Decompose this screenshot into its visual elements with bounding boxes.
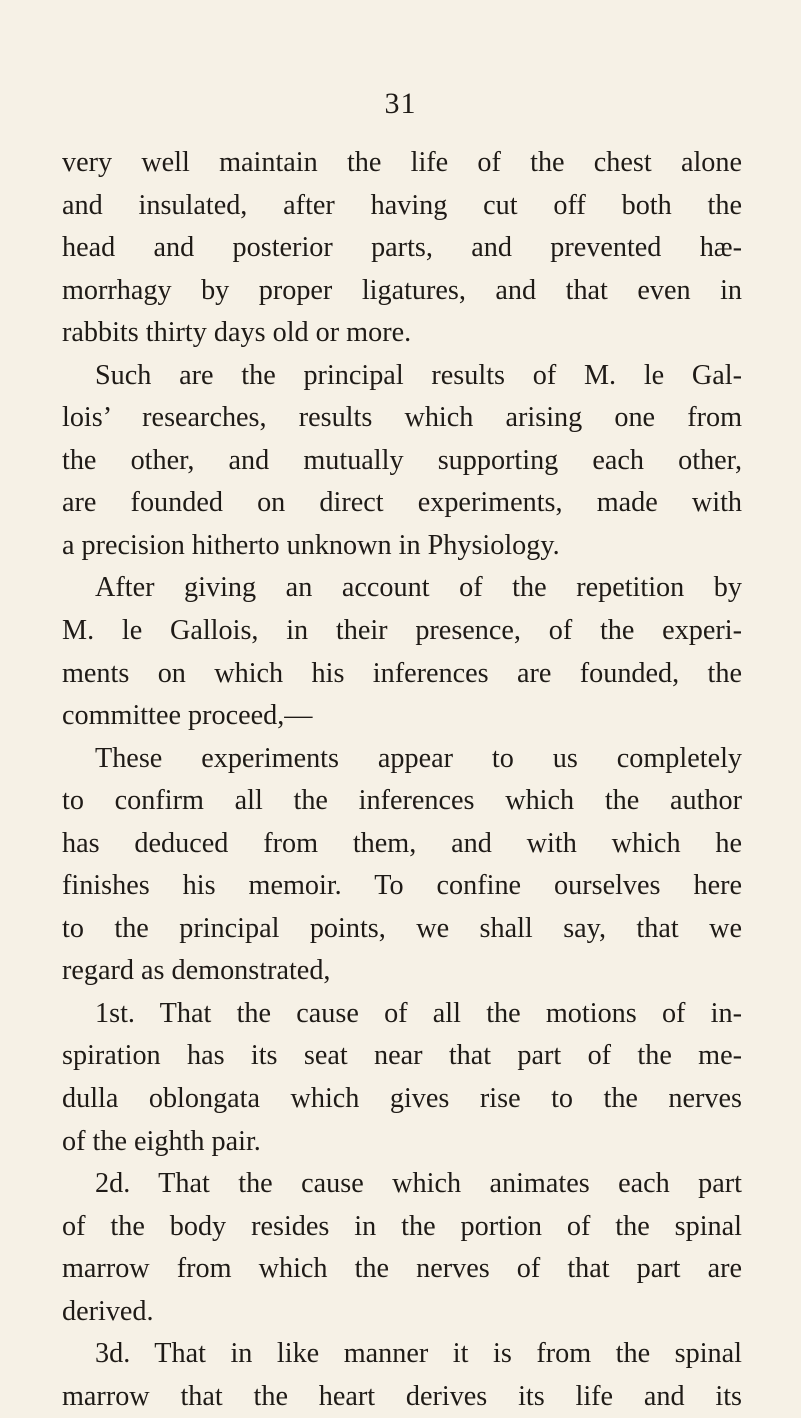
text-line: finishes his memoir. To confine ourselves here <box>62 870 742 902</box>
text-line: ments on which his inferences are founded, the <box>62 657 742 689</box>
text-line: regard as demonstrated, <box>62 955 331 987</box>
text-line: marrow from which the nerves of that part are <box>62 1253 742 1285</box>
text-line: lois’ researches, results which arising one from <box>62 402 742 434</box>
text-line: derived. <box>62 1295 154 1327</box>
text-line: are founded on direct experiments, made with <box>62 487 742 519</box>
text-line: dulla oblongata which gives rise to the nerves <box>62 1083 742 1115</box>
text-line: marrow that the heart derives its life and its <box>62 1380 742 1412</box>
text-line: After giving an account of the repetition by <box>95 572 742 604</box>
text-line: 1st. That the cause of all the motions of in- <box>95 997 742 1029</box>
text-line: 3d. That in like manner it is from the spinal <box>95 1338 742 1370</box>
text-line: and insulated, after having cut off both the <box>62 189 742 221</box>
text-line: spiration has its seat near that part of the me- <box>62 1040 742 1072</box>
text-line: morrhagy by proper ligatures, and that even in <box>62 274 742 306</box>
text-line: the other, and mutually supporting each other, <box>62 444 742 476</box>
page-number: 31 <box>384 87 417 120</box>
text-line: M. le Gallois, in their presence, of the experi- <box>62 615 742 647</box>
text-line: head and posterior parts, and prevented hæ- <box>62 232 742 264</box>
text-line: very well maintain the life of the chest alone <box>62 147 742 178</box>
text-line: of the eighth pair. <box>62 1125 261 1157</box>
text-line: 2d. That the cause which animates each part <box>95 1168 742 1200</box>
body-text <box>62 142 742 1418</box>
text-line: of the body resides in the portion of the spinal <box>62 1210 742 1242</box>
text-line: Such are the principal results of M. le Gal- <box>95 359 742 391</box>
text-line: These experiments appear to us completely <box>95 742 742 774</box>
text-line: to confirm all the inferences which the author <box>62 785 742 817</box>
text-line: to the principal points, we shall say, that we <box>62 912 742 944</box>
text-line: committee proceed,— <box>62 700 313 732</box>
text-line: a precision hitherto unknown in Physiology. <box>62 529 560 561</box>
text-line: rabbits thirty days old or more. <box>62 317 412 349</box>
text-line: has deduced from them, and with which he <box>62 827 742 859</box>
